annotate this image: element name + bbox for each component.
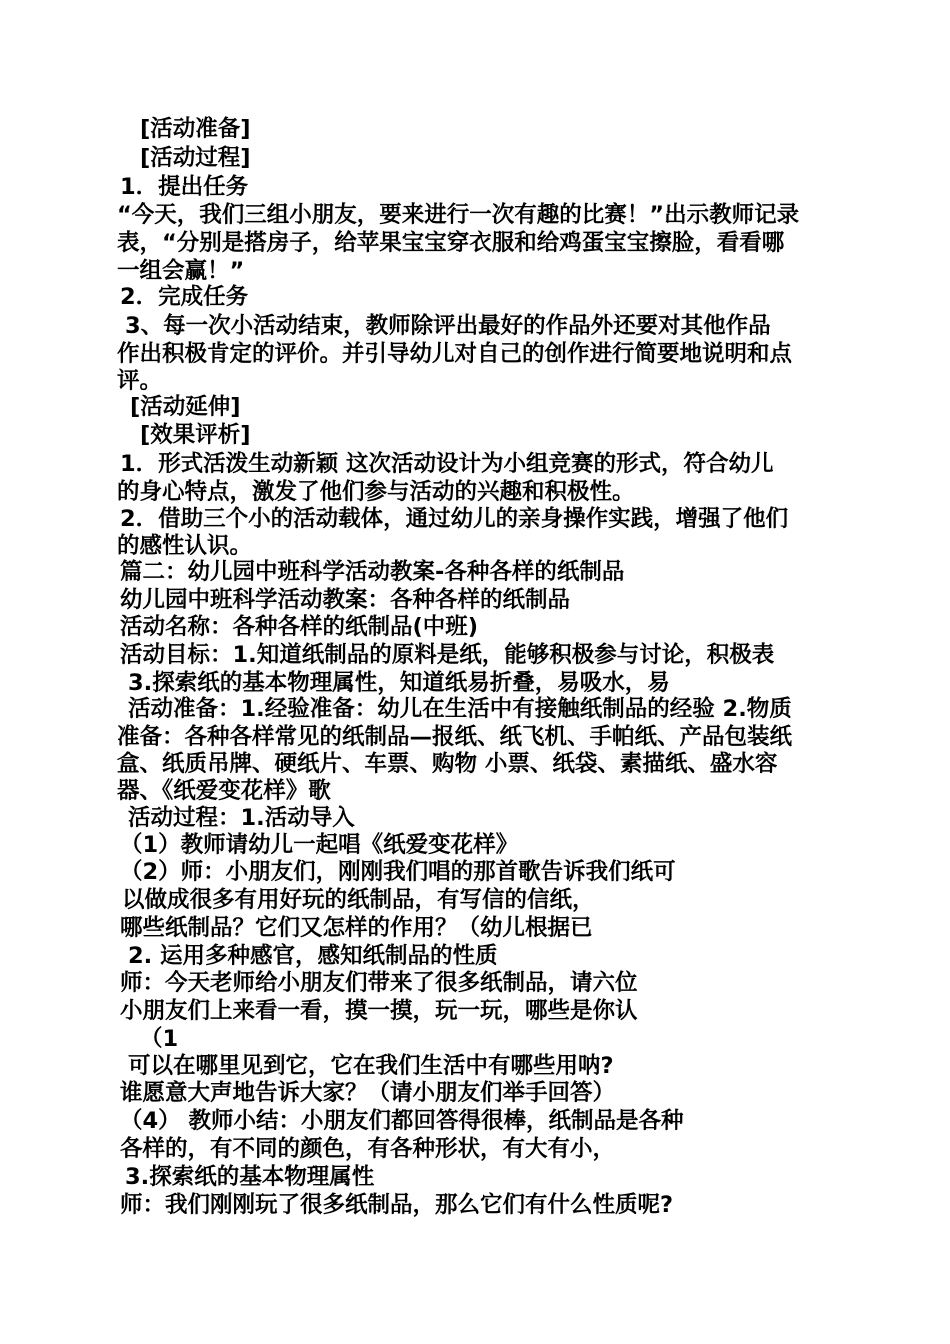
text-line: 2. 运用多种感官，感知纸制品的性质 [128, 943, 498, 969]
text-line: （4） 教师小结：小朋友们都回答得很棒，纸制品是各种 [120, 1108, 684, 1134]
text-line: 各样的，有不同的颜色，有各种形状，有大有小， [120, 1136, 616, 1162]
chapter-title: 篇二：幼儿园中班科学活动教案-各种各样的纸制品 [120, 559, 625, 585]
section-heading-evaluation: [效果评析] [140, 422, 251, 448]
text-line: 活动过程：1.活动导入 [128, 805, 355, 831]
text-line: （2）师：小朋友们，刚刚我们唱的那首歌告诉我们纸可 [120, 859, 676, 885]
step-heading: 2．完成任务 [120, 284, 249, 310]
lesson-title: 幼儿园中班科学活动教案：各种各样的纸制品 [120, 587, 571, 613]
text-line: 评。 [117, 368, 163, 394]
text-line: 哪些纸制品？它们又怎样的作用？（幼儿根据已 [120, 915, 593, 941]
text-line: 活动目标：1.知道纸制品的原料是纸，能够积极参与讨论，积极表 [120, 642, 775, 668]
section-heading-extension: [活动延伸] [130, 394, 241, 420]
text-line: （1 [140, 1026, 179, 1052]
section-heading-process: [活动过程] [140, 145, 251, 171]
text-line: 以做成很多有用好玩的纸制品，有写信的信纸， [122, 887, 595, 913]
text-line: 盒、纸质吊牌、硬纸片、车票、购物 小票、纸袋、素描纸、盛水容 [117, 751, 778, 777]
text-line: 活动准备：1.经验准备：幼儿在生活中有接触纸制品的经验 2.物质 [128, 696, 792, 722]
text-line: 准备：各种各样常见的纸制品—报纸、纸飞机、手帕纸、产品包装纸 [117, 724, 793, 750]
text-line: 活动名称：各种各样的纸制品(中班) [120, 614, 479, 640]
text-line: 可以在哪里见到它，它在我们生活中有哪些用呐? [128, 1053, 614, 1079]
text-line: 师：今天老师给小朋友们带来了很多纸制品，请六位 [120, 970, 638, 996]
section-heading-preparation: [活动准备] [140, 116, 251, 142]
text-line: 作出积极肯定的评价。并引导幼儿对自己的创作进行简要地说明和点 [117, 341, 793, 367]
step-heading: 1．提出任务 [120, 174, 249, 200]
text-line: 表，“分别是搭房子，给苹果宝宝穿衣服和给鸡蛋宝宝擦脸，看看哪 [117, 230, 785, 256]
text-line: “今天，我们三组小朋友，要来进行一次有趣的比赛！”出示教师记录 [117, 202, 800, 228]
text-line: 师：我们刚刚玩了很多纸制品，那么它们有什么性质呢? [120, 1192, 674, 1218]
text-line: 3.探索纸的基本物理属性 [125, 1164, 375, 1190]
text-line: 3、每一次小活动结束，教师除评出最好的作品外还要对其他作品 [125, 313, 771, 339]
text-line: 的感性认识。 [117, 533, 253, 559]
text-line: 的身心特点，激发了他们参与活动的兴趣和积极性。 [117, 479, 635, 505]
text-line: 器、《纸爱变花样》歌 [117, 778, 331, 804]
text-line: 1．形式活泼生动新颖 这次活动设计为小组竞赛的形式，符合幼儿 [120, 451, 774, 477]
text-line: 谁愿意大声地告诉大家？（请小朋友们举手回答） [120, 1080, 616, 1106]
text-line: 小朋友们上来看一看，摸一摸，玩一玩，哪些是你认 [120, 998, 638, 1024]
text-line: 一组会赢！” [117, 258, 245, 284]
text-line: （1）教师请幼儿一起唱《纸爱变花样》 [120, 832, 519, 858]
text-line: 2．借助三个小的活动载体，通过幼儿的亲身操作实践，增强了他们 [120, 506, 789, 532]
text-line: 3.探索纸的基本物理属性，知道纸易折叠，易吸水，易 [128, 670, 670, 696]
